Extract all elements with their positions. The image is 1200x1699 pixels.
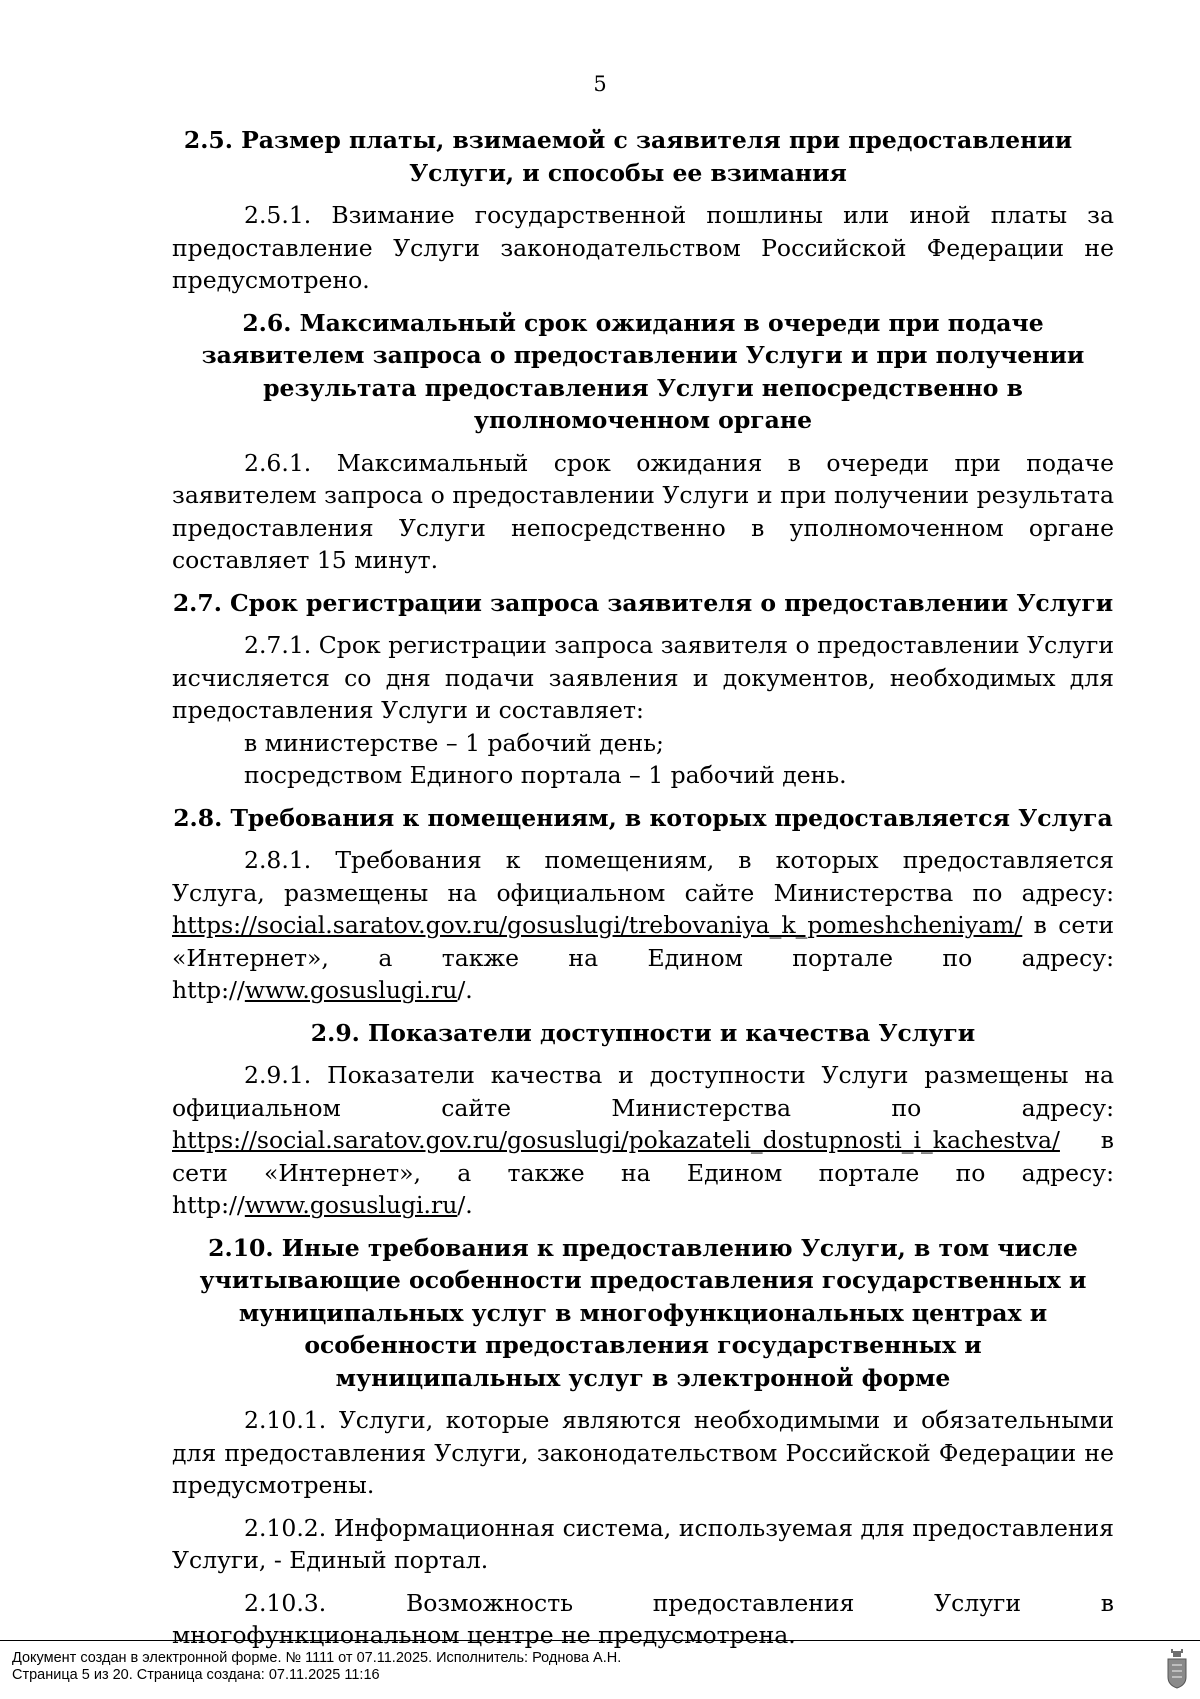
gosuslugi-link-2[interactable]: www.gosuslugi.ru (244, 1191, 458, 1219)
paragraph-2-7-1-portal: посредством Единого портала – 1 рабочий день. (244, 761, 847, 789)
section-heading-2-8: 2.8. Требования к помещениям, в которых предоставляется Услуга (173, 803, 1113, 832)
paragraph-2-10-2: 2.10.2. Информационная система, используемая для предоставления Услуги, - Единый портал. (172, 1513, 1114, 1574)
paragraph-2-7-1-ministry: в министерстве – 1 рабочий день; (244, 728, 664, 757)
footer-text (12, 1650, 621, 1684)
paragraph-2-6-1: 2.6.1. Максимальный срок ожидания в очереди при подаче заявителем запроса о предоставлении Услуги и при получении результата предоставления Услуги непосредственно в уполномоченном органе составляет 15 минут. (172, 448, 1114, 574)
gosuslugi-link[interactable]: www.gosuslugi.ru (244, 976, 458, 1004)
paragraph-2-9-1 (172, 1059, 1114, 1222)
document-body (172, 124, 1114, 1662)
premises-requirements-link[interactable]: https://social.saratov.gov.ru/gosuslugi/trebovaniya_k_pomeshcheniyam/ (172, 911, 1023, 939)
paragraph-2-7-1: 2.7.1. Срок регистрации запроса заявителя о предоставлении Услуги исчисляется со дня подачи заявления и документов, необходимых для предоставления Услуги и составляет: (172, 631, 1114, 724)
paragraph-2-8-1-text: 2.8.1. Требования к помещениям, в которых предоставляется Услуга, размещены на официальном сайте Министерства по адресу: (172, 846, 1114, 907)
paragraph-2-5-1: 2.5.1. Взимание государственной пошлины или иной платы за предоставление Услуги законодательством Российской Федерации не предусмотрено. (172, 201, 1114, 294)
paragraph-2-8-1 (172, 844, 1114, 1007)
footer-line-2: Страница 5 из 20. Страница создана: 07.11.2025 11:16 (12, 1667, 380, 1683)
paragraph-2-9-1-text: 2.9.1. Показатели качества и доступности Услуги размещены на официальном сайте Министерства по адресу: (172, 1061, 1114, 1122)
page-number: 5 (593, 72, 607, 96)
section-heading-2-10: 2.10. Иные требования к предоставлению Услуги, в том числе учитывающие особенности предоставления государственных и муниципальных услуг в многофункциональных центрах и особенности предоставления государственных и муниципальных услуг в электронной форме (199, 1233, 1087, 1392)
coat-of-arms-icon (1166, 1649, 1188, 1689)
section-heading-2-6: 2.6. Максимальный срок ожидания в очереди при подаче заявителем запроса о предоставлении Услуги и при получении результата предоставления Услуги непосредственно в уполномоченном органе (201, 308, 1085, 434)
paragraph-2-8-1-mid: в сети «Интернет», а также на Едином портале по адресу: http:// (172, 911, 1114, 1004)
section-heading-2-5: 2.5. Размер платы, взимаемой с заявителя при предоставлении Услуги, и способы ее взимания (183, 126, 1073, 187)
footer-line-1: Документ создан в электронной форме. № 1111 от 07.11.2025. Исполнитель: Роднова А.Н. (12, 1650, 622, 1666)
paragraph-2-10-3: 2.10.3. Возможность предоставления Услуги в многофункциональном центре не предусмотрена. (172, 1588, 1114, 1649)
paragraph-2-9-1-end: /. (457, 1191, 473, 1219)
quality-indicators-link[interactable]: https://social.saratov.gov.ru/gosuslugi/pokazateli_dostupnosti_i_kachestva/ (172, 1126, 1060, 1154)
paragraph-2-9-1-mid: в сети «Интернет», а также на Едином портале по адресу: http:// (172, 1126, 1114, 1219)
section-heading-2-7: 2.7. Срок регистрации запроса заявителя о предоставлении Услуги (172, 588, 1114, 617)
section-heading-2-9: 2.9. Показатели доступности и качества Услуги (310, 1018, 976, 1047)
document-footer (0, 1640, 1200, 1699)
paragraph-2-10-1: 2.10.1. Услуги, которые являются необходимыми и обязательными для предоставления Услуги, законодательством Российской Федерации не предусмотрены. (172, 1406, 1114, 1499)
paragraph-2-8-1-end: /. (457, 976, 473, 1004)
